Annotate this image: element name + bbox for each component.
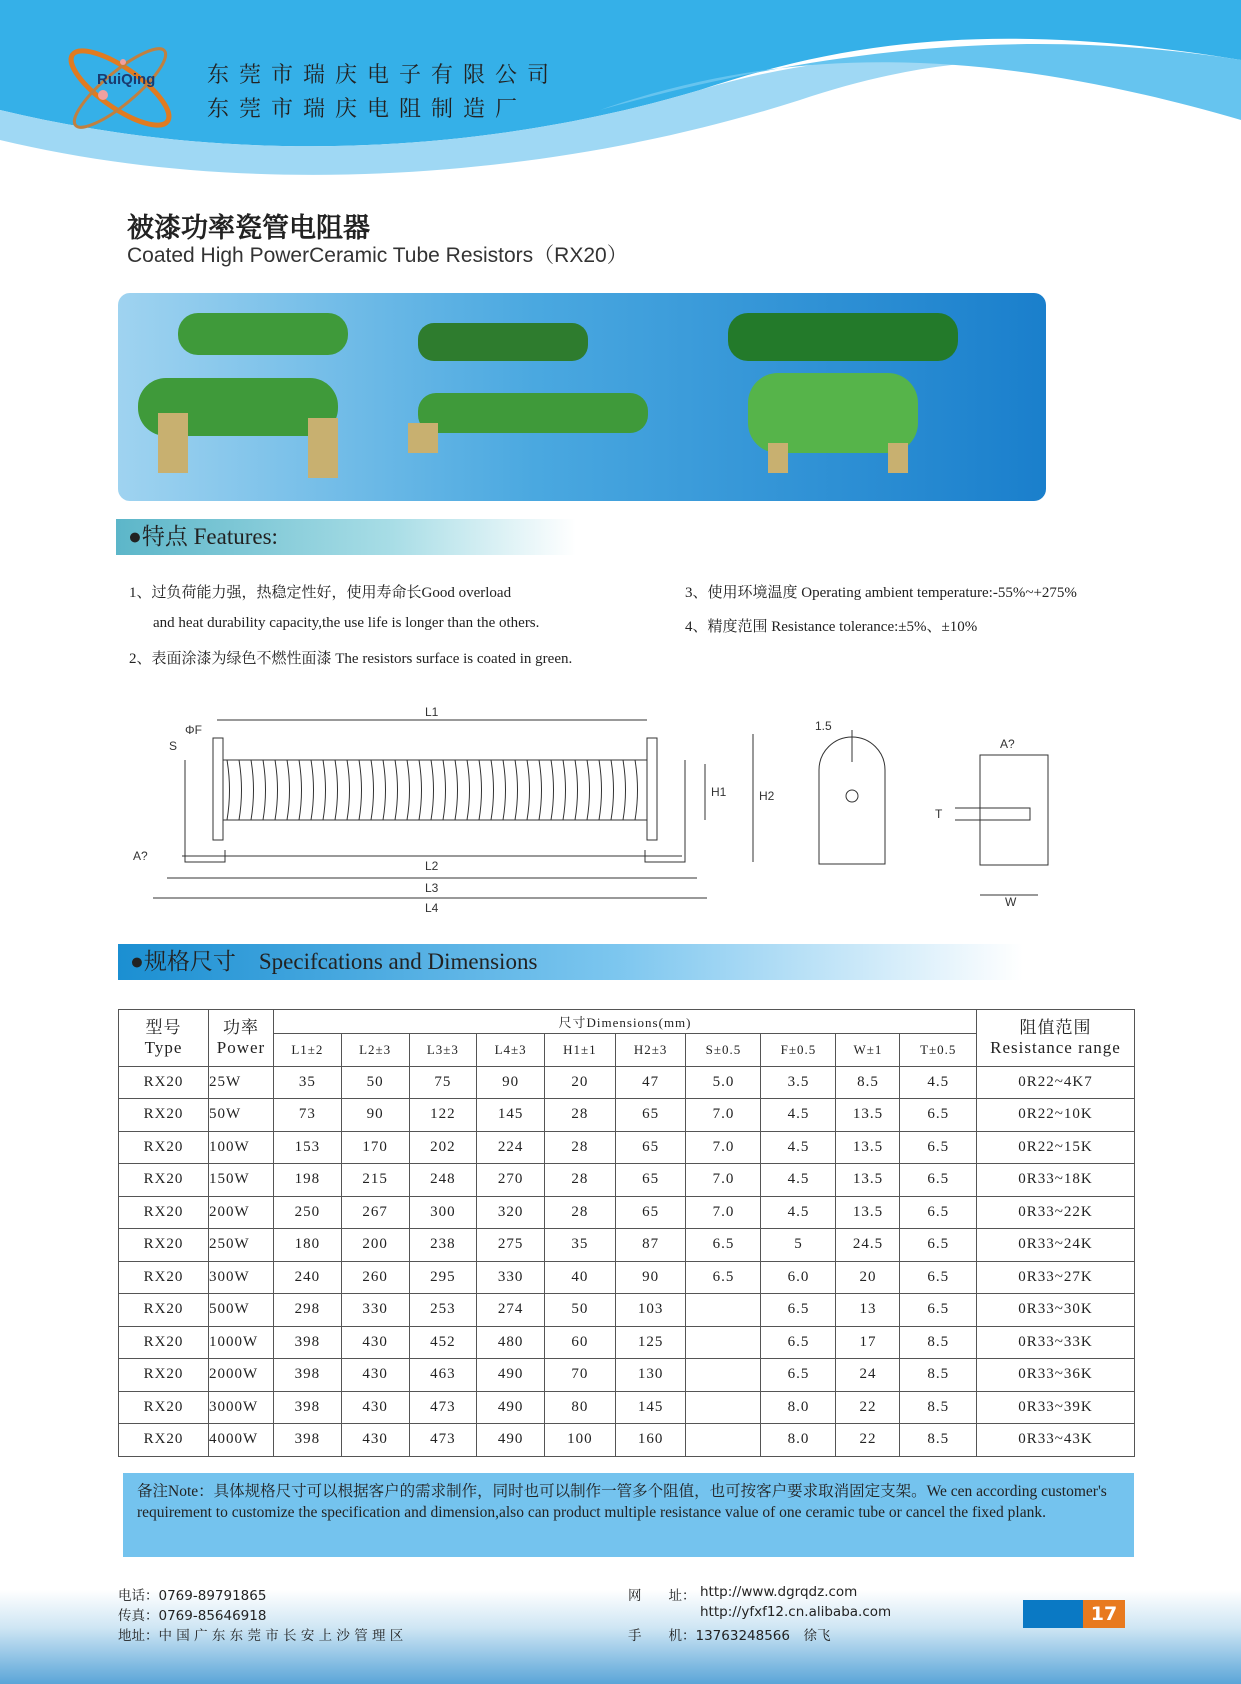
table-cell: 5 <box>761 1229 836 1262</box>
table-row <box>119 1359 1135 1392</box>
table-cell: 90 <box>341 1099 409 1132</box>
table-row <box>119 1294 1135 1327</box>
footer-tel: 电话：0769-89791865 <box>118 1588 267 1604</box>
table-cell: 473 <box>409 1424 477 1457</box>
th-dimensions: 尺寸Dimensions(mm) <box>274 1010 977 1034</box>
specs-heading: ●规格尺寸 Specifcations and Dimensions <box>118 944 1023 980</box>
th-dim-col: W±1 <box>836 1034 900 1067</box>
table-cell: 500W <box>209 1294 274 1327</box>
svg-text:W: W <box>1005 895 1017 909</box>
table-row <box>119 1131 1135 1164</box>
th-dim-col: L1±2 <box>274 1034 342 1067</box>
table-cell <box>686 1424 761 1457</box>
svg-text:RuiQing: RuiQing <box>97 71 156 88</box>
table-cell: RX20 <box>119 1391 209 1424</box>
table-cell: 13 <box>836 1294 900 1327</box>
table-cell: 398 <box>274 1391 342 1424</box>
svg-text:L2: L2 <box>425 859 439 873</box>
table-cell: 0R33~43K <box>977 1424 1135 1457</box>
table-row <box>119 1229 1135 1262</box>
th-type: 型号 Type <box>119 1010 209 1067</box>
table-cell: 7.0 <box>686 1099 761 1132</box>
table-cell: 490 <box>477 1424 545 1457</box>
specs-table <box>118 1009 1135 1457</box>
table-cell: RX20 <box>119 1164 209 1197</box>
table-cell: 50 <box>545 1294 616 1327</box>
table-cell: 6.5 <box>761 1294 836 1327</box>
table-cell: 150W <box>209 1164 274 1197</box>
table-cell: 0R22~10K <box>977 1099 1135 1132</box>
table-cell: 87 <box>615 1229 686 1262</box>
table-cell: RX20 <box>119 1196 209 1229</box>
table-cell: 6.5 <box>900 1196 977 1229</box>
table-cell: 3.5 <box>761 1066 836 1099</box>
table-cell: 430 <box>341 1326 409 1359</box>
table-cell: 260 <box>341 1261 409 1294</box>
table-cell: 6.5 <box>761 1359 836 1392</box>
table-cell: 224 <box>477 1131 545 1164</box>
table-cell: 100W <box>209 1131 274 1164</box>
svg-text:T: T <box>935 807 943 821</box>
page-badge-blue <box>1023 1600 1083 1628</box>
table-cell: 160 <box>615 1424 686 1457</box>
table-cell: 7.0 <box>686 1131 761 1164</box>
header-wave-background <box>0 0 1241 200</box>
product-title-cn: 被漆功率瓷管电阻器 <box>127 213 370 244</box>
table-cell: 7.0 <box>686 1164 761 1197</box>
table-cell: 0R33~39K <box>977 1391 1135 1424</box>
table-cell: 5.0 <box>686 1066 761 1099</box>
table-cell: 73 <box>274 1099 342 1132</box>
table-cell: 6.5 <box>900 1229 977 1262</box>
feature-1-cont: and heat durability capacity,the use life is longer than the others. <box>153 615 540 631</box>
table-cell: 103 <box>615 1294 686 1327</box>
table-cell: 463 <box>409 1359 477 1392</box>
table-cell <box>686 1326 761 1359</box>
table-cell: 473 <box>409 1391 477 1424</box>
table-cell: 490 <box>477 1391 545 1424</box>
th-dim-col: L4±3 <box>477 1034 545 1067</box>
table-cell: 50W <box>209 1099 274 1132</box>
table-row <box>119 1196 1135 1229</box>
table-cell: 65 <box>615 1099 686 1132</box>
table-cell: 125 <box>615 1326 686 1359</box>
table-cell: RX20 <box>119 1131 209 1164</box>
table-cell: 100 <box>545 1424 616 1457</box>
table-cell: 20 <box>545 1066 616 1099</box>
table-cell: 250 <box>274 1196 342 1229</box>
table-cell: RX20 <box>119 1066 209 1099</box>
table-cell: 17 <box>836 1326 900 1359</box>
table-cell: 0R33~30K <box>977 1294 1135 1327</box>
table-cell: 65 <box>615 1196 686 1229</box>
table-cell: 6.5 <box>900 1261 977 1294</box>
table-cell: 122 <box>409 1099 477 1132</box>
table-cell: 4.5 <box>761 1196 836 1229</box>
table-cell: 320 <box>477 1196 545 1229</box>
features-heading: ●特点 Features: <box>116 519 576 555</box>
table-cell: 180 <box>274 1229 342 1262</box>
table-cell: 22 <box>836 1391 900 1424</box>
dimension-drawing <box>125 700 1140 925</box>
table-row <box>119 1261 1135 1294</box>
table-cell: 8.5 <box>900 1424 977 1457</box>
table-cell: 430 <box>341 1391 409 1424</box>
table-cell: RX20 <box>119 1229 209 1262</box>
svg-text:S: S <box>169 739 178 753</box>
table-row <box>119 1391 1135 1424</box>
table-cell: 267 <box>341 1196 409 1229</box>
table-cell: 398 <box>274 1424 342 1457</box>
table-cell: 6.5 <box>761 1326 836 1359</box>
table-cell <box>686 1294 761 1327</box>
th-dim-col: H2±3 <box>615 1034 686 1067</box>
table-cell: 28 <box>545 1164 616 1197</box>
table-row <box>119 1424 1135 1457</box>
table-cell: 90 <box>477 1066 545 1099</box>
table-cell <box>686 1391 761 1424</box>
table-cell: 0R33~36K <box>977 1359 1135 1392</box>
table-cell: 250W <box>209 1229 274 1262</box>
table-cell: 202 <box>409 1131 477 1164</box>
th-range: 阻值范围 Resistance range <box>977 1010 1135 1067</box>
table-cell: 24.5 <box>836 1229 900 1262</box>
table-cell: 50 <box>341 1066 409 1099</box>
table-row <box>119 1066 1135 1099</box>
table-cell: 198 <box>274 1164 342 1197</box>
table-cell: 8.5 <box>836 1066 900 1099</box>
table-cell: 330 <box>477 1261 545 1294</box>
table-cell: 270 <box>477 1164 545 1197</box>
table-cell: 6.5 <box>686 1261 761 1294</box>
footer-fax: 传真：0769-85646918 <box>118 1608 267 1624</box>
th-dim-col: F±0.5 <box>761 1034 836 1067</box>
table-cell: 0R33~27K <box>977 1261 1135 1294</box>
th-dim-col: S±0.5 <box>686 1034 761 1067</box>
table-cell: RX20 <box>119 1261 209 1294</box>
table-cell: 2000W <box>209 1359 274 1392</box>
table-cell: 145 <box>477 1099 545 1132</box>
feature-1: 1、过负荷能力强，热稳定性好，使用寿命长Good overload <box>129 585 512 601</box>
table-cell: 0R22~4K7 <box>977 1066 1135 1099</box>
page-number: 17 <box>1083 1600 1125 1628</box>
table-cell: 28 <box>545 1131 616 1164</box>
table-row <box>119 1164 1135 1197</box>
svg-text:A?: A? <box>133 849 148 863</box>
svg-text:L1: L1 <box>425 705 439 719</box>
company-name-line2: 东莞市瑞庆电阻制造厂 <box>207 97 528 122</box>
footer-mobile: 手 机：13763248566 徐飞 <box>628 1628 831 1644</box>
table-cell: 6.5 <box>686 1229 761 1262</box>
note-box: 备注Note：具体规格尺寸可以根据客户的需求制作，同时也可以制作一管多个阻值，也可按客户要求取消固定支架。We cen according customer's requirement to customize the specification and dimension,also can product multiple resistance value of one ceramic tube or cancel the fixed plank. <box>123 1473 1134 1557</box>
table-cell: 4.5 <box>761 1164 836 1197</box>
table-cell: 398 <box>274 1326 342 1359</box>
th-dim-col: L2±3 <box>341 1034 409 1067</box>
table-cell: 253 <box>409 1294 477 1327</box>
table-cell: 215 <box>341 1164 409 1197</box>
table-cell: 274 <box>477 1294 545 1327</box>
table-cell: 4000W <box>209 1424 274 1457</box>
th-power: 功率 Power <box>209 1010 274 1067</box>
table-cell: RX20 <box>119 1099 209 1132</box>
table-cell: 13.5 <box>836 1099 900 1132</box>
table-cell: 0R33~24K <box>977 1229 1135 1262</box>
product-photo-banner <box>118 293 1046 501</box>
table-cell: 65 <box>615 1131 686 1164</box>
table-cell: 25W <box>209 1066 274 1099</box>
table-cell: 330 <box>341 1294 409 1327</box>
table-cell: 490 <box>477 1359 545 1392</box>
table-cell: 0R22~15K <box>977 1131 1135 1164</box>
footer-web2[interactable]: http://yfxf12.cn.alibaba.com <box>700 1604 892 1620</box>
table-cell: 20 <box>836 1261 900 1294</box>
table-cell: 70 <box>545 1359 616 1392</box>
table-cell: 153 <box>274 1131 342 1164</box>
company-name-line1: 东莞市瑞庆电子有限公司 <box>207 63 560 88</box>
table-cell: 240 <box>274 1261 342 1294</box>
table-cell: 170 <box>341 1131 409 1164</box>
table-cell: 8.5 <box>900 1326 977 1359</box>
svg-text:H1: H1 <box>711 785 727 799</box>
th-dim-col: T±0.5 <box>900 1034 977 1067</box>
ruiqing-logo <box>55 40 185 136</box>
table-cell: 28 <box>545 1099 616 1132</box>
table-cell: RX20 <box>119 1326 209 1359</box>
table-cell: 0R33~22K <box>977 1196 1135 1229</box>
resistor-photos <box>118 293 1046 501</box>
table-cell: 6.5 <box>900 1099 977 1132</box>
footer-web-label: 网 址： <box>628 1588 696 1604</box>
table-cell: 65 <box>615 1164 686 1197</box>
feature-2: 2、表面涂漆为绿色不燃性面漆 The resistors surface is coated in green. <box>129 651 573 667</box>
table-cell: RX20 <box>119 1359 209 1392</box>
table-cell: 6.5 <box>900 1164 977 1197</box>
table-cell: 430 <box>341 1359 409 1392</box>
table-cell: 47 <box>615 1066 686 1099</box>
svg-text:ΦF: ΦF <box>185 723 202 737</box>
svg-text:H2: H2 <box>759 789 775 803</box>
table-cell: 0R33~33K <box>977 1326 1135 1359</box>
table-cell: 7.0 <box>686 1196 761 1229</box>
table-cell: RX20 <box>119 1294 209 1327</box>
table-cell: 238 <box>409 1229 477 1262</box>
table-cell: 40 <box>545 1261 616 1294</box>
feature-3: 3、使用环境温度 Operating ambient temperature:-55%~+275% <box>685 585 1077 601</box>
table-cell: 0R33~18K <box>977 1164 1135 1197</box>
table-cell: 430 <box>341 1424 409 1457</box>
table-cell: 275 <box>477 1229 545 1262</box>
table-cell: 1000W <box>209 1326 274 1359</box>
footer-web1[interactable]: http://www.dgrqdz.com <box>700 1584 858 1600</box>
svg-text:1.5: 1.5 <box>815 719 832 733</box>
table-cell: 6.5 <box>900 1131 977 1164</box>
table-cell <box>686 1359 761 1392</box>
table-cell: 295 <box>409 1261 477 1294</box>
table-cell: 6.0 <box>761 1261 836 1294</box>
table-cell: 8.0 <box>761 1424 836 1457</box>
table-cell: 60 <box>545 1326 616 1359</box>
table-cell: 145 <box>615 1391 686 1424</box>
product-title-en: Coated High PowerCeramic Tube Resistors（RX20） <box>127 244 628 267</box>
table-cell: 35 <box>274 1066 342 1099</box>
table-cell: 8.5 <box>900 1359 977 1392</box>
table-cell: 6.5 <box>900 1294 977 1327</box>
table-cell: 90 <box>615 1261 686 1294</box>
table-cell: 13.5 <box>836 1196 900 1229</box>
table-cell: 28 <box>545 1196 616 1229</box>
table-cell: 3000W <box>209 1391 274 1424</box>
table-row <box>119 1326 1135 1359</box>
table-cell: 398 <box>274 1359 342 1392</box>
svg-text:A?: A? <box>1000 737 1015 751</box>
table-cell: 8.5 <box>900 1391 977 1424</box>
table-cell: 8.0 <box>761 1391 836 1424</box>
table-cell: 300 <box>409 1196 477 1229</box>
table-cell: 130 <box>615 1359 686 1392</box>
feature-4: 4、精度范围 Resistance tolerance:±5%、±10% <box>685 619 978 635</box>
table-cell: 480 <box>477 1326 545 1359</box>
th-dim-col: L3±3 <box>409 1034 477 1067</box>
table-cell: 4.5 <box>761 1131 836 1164</box>
table-cell: 13.5 <box>836 1164 900 1197</box>
table-cell: 248 <box>409 1164 477 1197</box>
table-cell: 4.5 <box>900 1066 977 1099</box>
footer-address: 地址：中 国 广 东 东 莞 市 长 安 上 沙 管 理 区 <box>118 1628 404 1644</box>
table-cell: 298 <box>274 1294 342 1327</box>
svg-text:L4: L4 <box>425 901 439 915</box>
table-cell: 22 <box>836 1424 900 1457</box>
table-cell: 75 <box>409 1066 477 1099</box>
table-cell: 200 <box>341 1229 409 1262</box>
table-cell: 300W <box>209 1261 274 1294</box>
table-cell: 24 <box>836 1359 900 1392</box>
table-cell: 452 <box>409 1326 477 1359</box>
table-cell: 35 <box>545 1229 616 1262</box>
svg-text:L3: L3 <box>425 881 439 895</box>
table-cell: 200W <box>209 1196 274 1229</box>
table-cell: 13.5 <box>836 1131 900 1164</box>
table-row <box>119 1099 1135 1132</box>
th-dim-col: H1±1 <box>545 1034 616 1067</box>
table-cell: 4.5 <box>761 1099 836 1132</box>
table-cell: 80 <box>545 1391 616 1424</box>
table-cell: RX20 <box>119 1424 209 1457</box>
